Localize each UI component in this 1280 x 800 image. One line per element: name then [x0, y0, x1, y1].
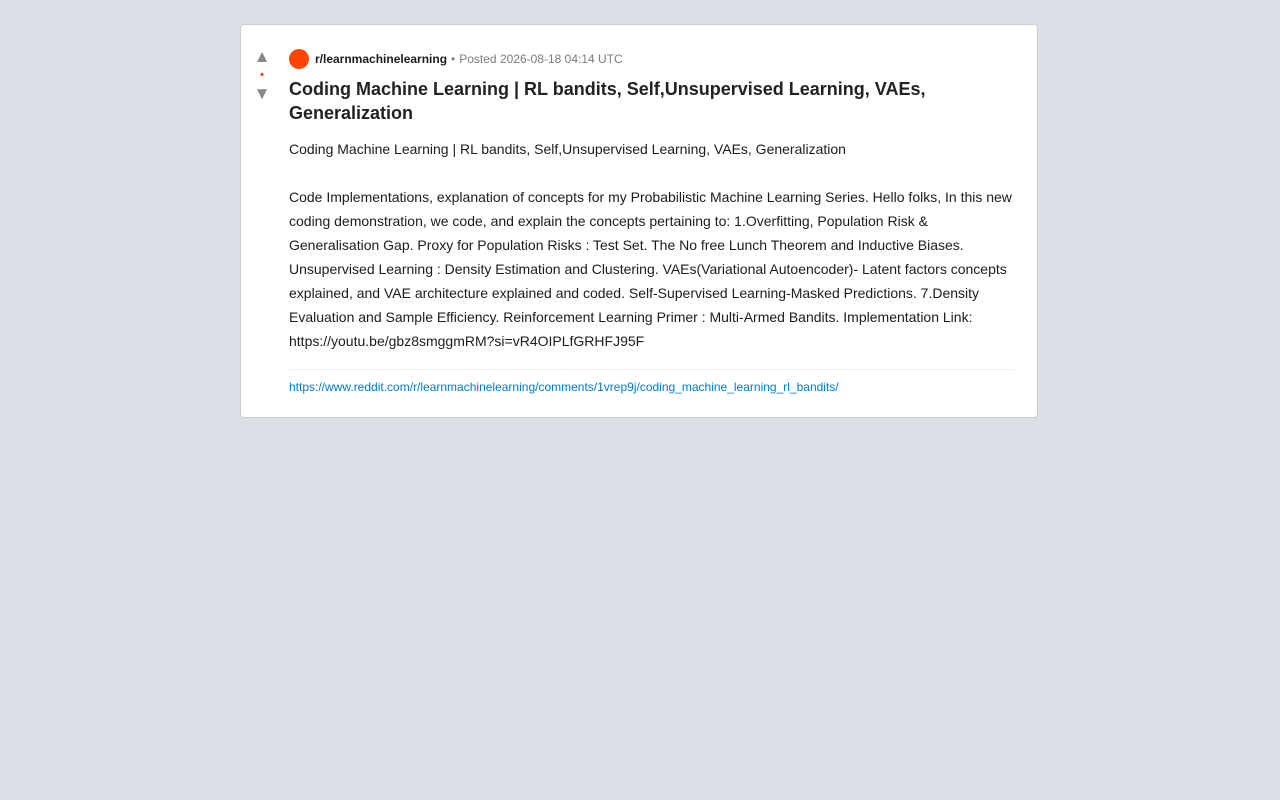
post-body: [289, 137, 1015, 353]
post-body-paragraph: Coding Machine Learning | RL bandits, Self,Unsupervised Learning, VAEs, Generalization: [289, 141, 846, 157]
post-meta: [289, 49, 1015, 69]
subreddit-link[interactable]: r/learnmachinelearning: [315, 52, 448, 66]
meta-separator: •: [451, 52, 456, 66]
post-card: [240, 24, 1038, 418]
vote-column: [241, 47, 283, 103]
post-title[interactable]: Coding Machine Learning | RL bandits, Self,Unsupervised Learning, VAEs, Generalization: [289, 79, 926, 123]
subreddit-avatar-icon[interactable]: [289, 49, 309, 69]
upvote-icon[interactable]: ▲: [253, 47, 271, 66]
divider: [289, 369, 1015, 370]
post-timestamp: Posted 2026-08-18 04:14 UTC: [459, 52, 623, 66]
post-content: [289, 49, 1015, 395]
vote-score: •: [260, 69, 264, 81]
downvote-icon[interactable]: ▼: [253, 84, 271, 103]
post-body-paragraph: Code Implementations, explanation of concepts for my Probabilistic Machine Learning Series. Hello folks, In this new coding demonstration, we code, and explain the concepts pertaining to: 1.Overfitting, Population Risk & Generalisation Gap. Proxy for Population Risks : Test Set. The No free Lunch Theorem and Inductive Biases. Unsupervised Learning : Density Estimation and Clustering. VAEs(Variational Autoencoder)- Latent factors concepts explained, and VAE architecture explained and coded. Self-Supervised Learning-Masked Predictions. 7.Density Evaluation and Sample Efficiency. Reinforcement Learning Primer : Multi-Armed Bandits. Implementation Link: https://youtu.be/gbz8smggmRM?si=vR4OIPLfGRHFJ95F: [289, 189, 1012, 349]
permalink-link[interactable]: https://www.reddit.com/r/learnmachinelearning/comments/1vrep9j/coding_machine_learning_rl_bandits/: [289, 380, 839, 394]
